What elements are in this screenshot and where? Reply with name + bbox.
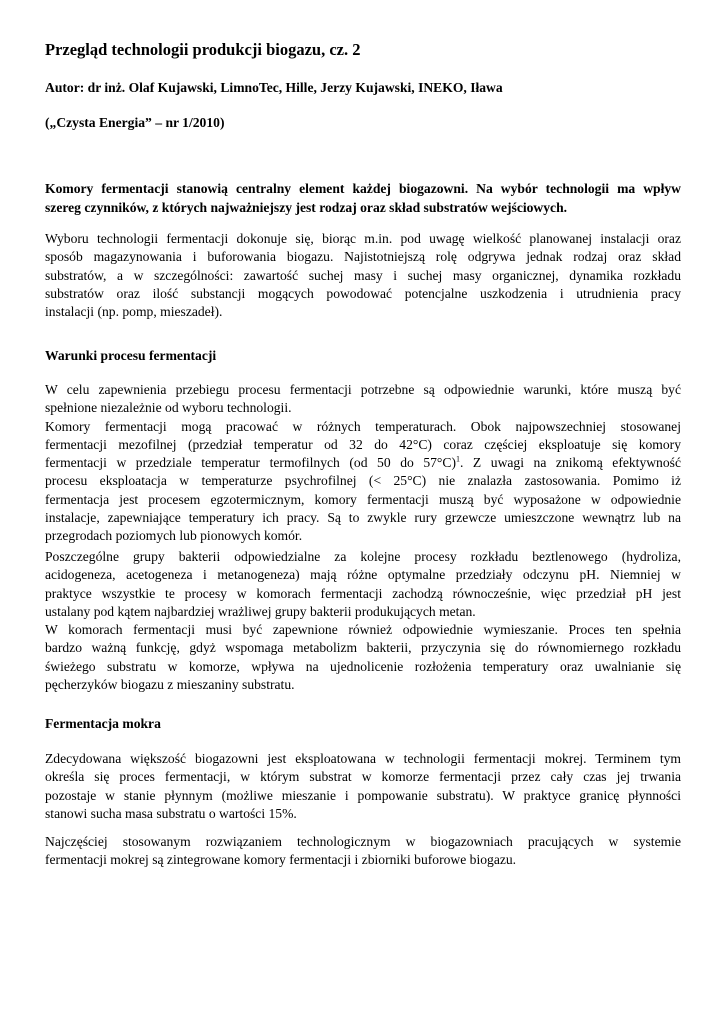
text-line: acidogeneza, acetogeneza i metanogeneza) mają różne optymalne przedziały odczynu pH. Niemniej w — [45, 567, 681, 583]
text-line: substratów oraz ilość substancji mogących powodować potencjalne uszkodzenia i utrudnienia pracy — [45, 285, 681, 301]
text-segment: fermentacji w przedziale temperatur termofilnych (od 50 do 57°C) — [45, 455, 456, 471]
text-line: fermentacji mokrej są zintegrowane komory fermentacji i zbiorniki buforowe biogazu. — [45, 852, 517, 868]
section-heading-wet-fermentation: Fermentacja mokra — [45, 716, 161, 731]
text-line: stanowi sucha masa substratu o wartości 15%. — [45, 805, 297, 821]
intro-paragraph — [45, 230, 681, 321]
text-line: pęcherzyków biogazu z mieszaniny substratu. — [45, 677, 295, 693]
section-heading-conditions: Warunki procesu fermentacji — [45, 348, 217, 363]
text-line: fermentacji mezofilnej (przedział temperatur od 32 do 42°C) coraz częściej eksploatuje się komory — [45, 436, 681, 452]
text-line: procesu eksploatacja w temperaturze psychrofilnej (< 25°C) nie znalazła zastosowania. Pomimo iż — [45, 473, 681, 489]
footnote-marker: 1 — [455, 454, 460, 464]
text-line — [45, 454, 681, 472]
text-line: spełnione niezależnie od wyboru technologii. — [45, 400, 292, 416]
lead-paragraph — [45, 179, 681, 217]
text-line: Wyboru technologii fermentacji dokonuje się, biorąc m.in. pod uwagę wielkość planowanej instalacji oraz — [45, 231, 681, 246]
lead-line: szereg czynników, z których najważniejszy jest rodzaj oraz skład substratów wejściowych. — [45, 200, 568, 215]
text-line: Komory fermentacji mogą pracować w różnych temperaturach. Obok najpowszechniej stosowanej — [45, 418, 681, 434]
text-line: substratów, a w szczególności: zawartość suchej masy i suchej masy organicznej, dynamika rozkładu — [45, 267, 681, 283]
lead-line: Komory fermentacji stanowią centralny element każdej biogazowni. Na wybór technologii ma wpływ — [45, 181, 681, 196]
text-line: sposób magazynowania i buforowania biogazu. Najistotniejszą rolę odgrywa jednak rodzaj oraz skład — [45, 249, 681, 265]
author-line: Autor: dr inż. Olaf Kujawski, LimnoTec, Hille, Jerzy Kujawski, INEKO, Iława — [45, 80, 503, 95]
wet-fermentation-paragraph-1 — [45, 750, 681, 823]
text-line: przegrodach poziomych lub pionowych komór. — [45, 528, 303, 544]
text-line: ustalany pod kątem najbardziej wrażliwej grupy bakterii produkujących metan. — [45, 603, 476, 619]
text-line: pozostaje w stanie płynnym (możliwe mieszanie i pompowanie substratu). W praktyce granicę płynności — [45, 787, 681, 803]
conditions-paragraph-1 — [45, 381, 681, 546]
text-line: instalacji (np. pomp, mieszadeł). — [45, 304, 223, 320]
text-line: określa się proces fermentacji, w którym substrat w komorze fermentacji przez cały czas jej trwania — [45, 769, 681, 785]
text-line: W celu zapewnienia przebiegu procesu fermentacji potrzebne są odpowiednie warunki, które muszą być — [45, 382, 681, 397]
text-line: Poszczególne grupy bakterii odpowiedzialne za kolejne procesy rozkładu beztlenowego (hydroliza, — [45, 549, 681, 564]
text-line: W komorach fermentacji musi być zapewnione również odpowiednie wymieszanie. Proces ten spełnia — [45, 622, 681, 638]
source-line: („Czysta Energia” – nr 1/2010) — [45, 115, 225, 130]
conditions-paragraph-2 — [45, 548, 681, 694]
text-line: fermentacja jest procesem egzotermicznym, komory fermentacji muszą być wyposażone w odpowiednie — [45, 491, 681, 507]
document-title: Przegląd technologii produkcji biogazu, cz. 2 — [45, 40, 361, 59]
text-line: bardzo ważną funkcję, gdyż wspomaga metabolizm bakterii, przyczynia się do równomiernego rozkładu — [45, 640, 681, 656]
text-segment: . Z uwagi na znikomą efektywność — [459, 455, 681, 471]
text-line: praktyce wszystkie te procesy w komorach fermentacji zachodzą równocześnie, więc przedział pH jest — [45, 585, 681, 601]
wet-fermentation-paragraph-2 — [45, 833, 681, 870]
text-line: instalacje, zapewniające temperatury ich pracy. Są to zwykle rury grzewcze umieszczone wewnątrz lub na — [45, 510, 681, 526]
text-line: Zdecydowana większość biogazowni jest eksploatowana w technologii fermentacji mokrej. Terminem tym — [45, 751, 681, 766]
text-line: Najczęściej stosowanym rozwiązaniem technologicznym w biogazowniach pracujących w systemie — [45, 834, 681, 849]
text-line: świeżego substratu w komorze, wpływa na ujednolicenie rozłożenia temperatury oraz uwalnianie się — [45, 658, 681, 674]
